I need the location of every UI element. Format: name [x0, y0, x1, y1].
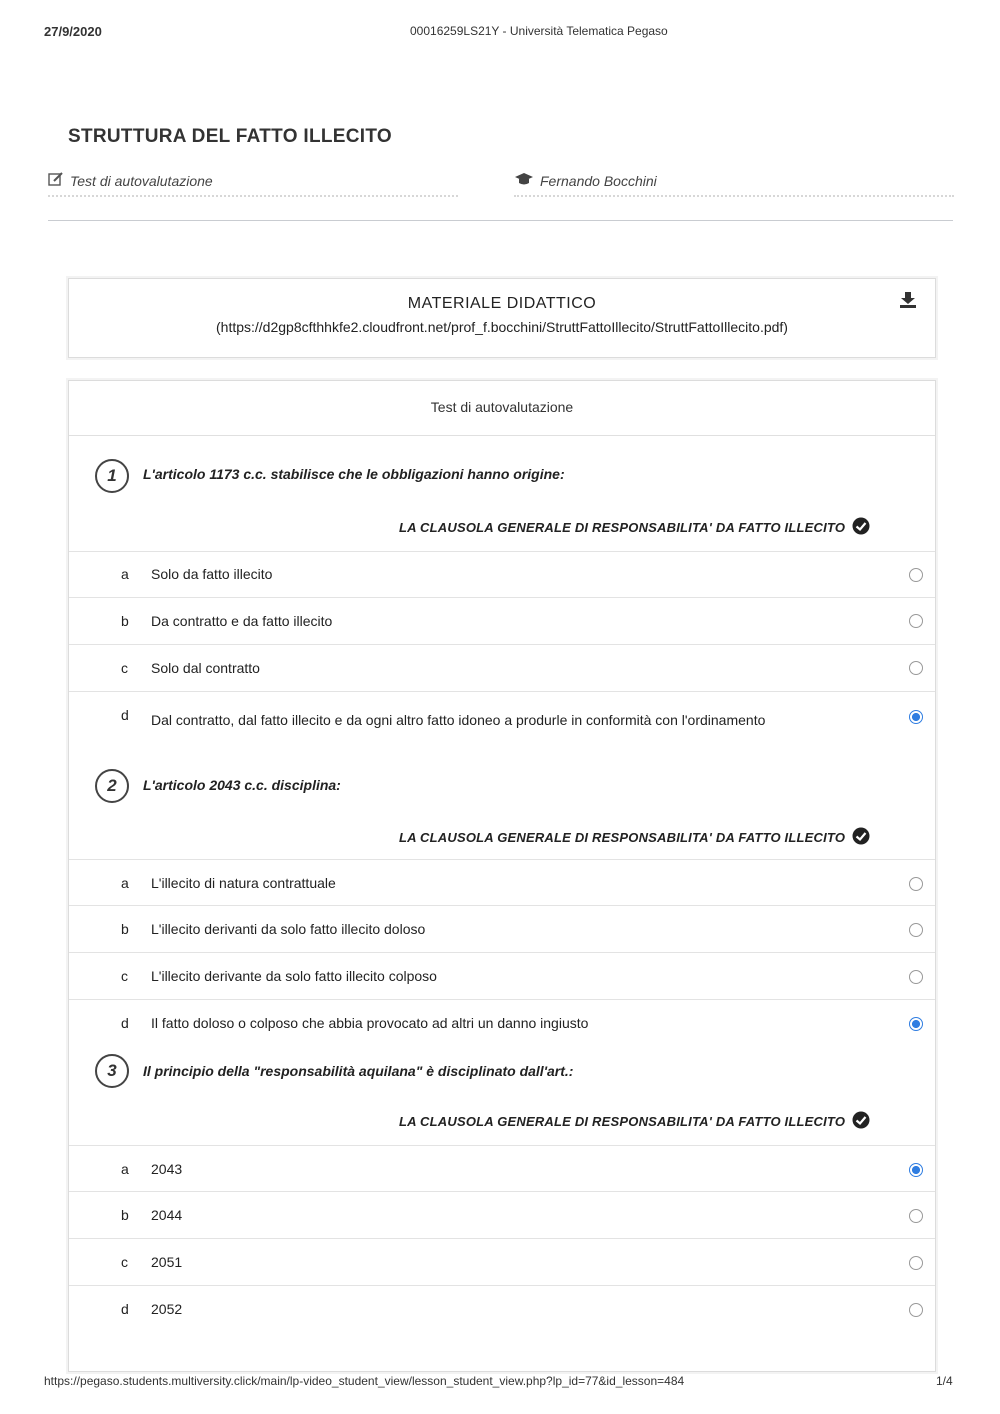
option-row[interactable] [69, 905, 935, 953]
option-radio[interactable] [909, 568, 923, 582]
test-header-title: Test di autovalutazione [430, 399, 574, 415]
option-row[interactable] [69, 1145, 935, 1192]
check-circle-icon [852, 517, 870, 538]
option-row[interactable] [69, 1285, 935, 1333]
option-text: Il fatto doloso o colposo che abbia provocato ad altri un danno ingiusto [151, 1015, 589, 1031]
option-text: L'illecito di natura contrattuale [151, 875, 336, 891]
question-text: L'articolo 2043 c.c. disciplina: [143, 777, 341, 793]
option-letter: c [121, 968, 128, 984]
option-radio-selected[interactable] [909, 1017, 923, 1031]
option-radio[interactable] [909, 1209, 923, 1223]
option-row[interactable] [69, 691, 935, 762]
lesson-type-label: Test di autovalutazione [70, 173, 213, 189]
question-category [399, 1111, 870, 1132]
header-separator [48, 220, 953, 221]
lesson-meta [48, 172, 953, 198]
option-text: Solo da fatto illecito [151, 566, 273, 582]
option-text: 2052 [151, 1301, 183, 1317]
print-url: https://pegaso.students.multiversity.click/main/lp-video_student_view/lesson_student_view.php?lp_id=77&id_lesson=484 [44, 1374, 685, 1388]
question-category-label: LA CLAUSOLA GENERALE DI RESPONSABILITA' DA FATTO ILLECITO [399, 830, 846, 845]
download-icon[interactable] [899, 291, 917, 309]
option-row[interactable] [69, 644, 935, 692]
print-page-number: 1/4 [936, 1374, 953, 1388]
option-letter: c [121, 1254, 128, 1270]
option-letter: d [121, 707, 129, 723]
option-letter: c [121, 660, 128, 676]
option-text: 2044 [151, 1207, 183, 1223]
question-number: 2 [95, 769, 129, 803]
option-row[interactable] [69, 1238, 935, 1286]
option-radio[interactable] [909, 877, 923, 891]
material-link[interactable]: (https://d2gp8cfthhkfe2.cloudfront.net/prof_f.bocchini/StruttFattoIllecito/StruttFattoIllecito.pdf) [216, 319, 788, 335]
option-letter: a [121, 875, 129, 891]
question-number: 3 [95, 1054, 129, 1088]
option-row[interactable] [69, 551, 935, 598]
lesson-type [48, 172, 458, 197]
question-category [399, 517, 870, 538]
question-number: 1 [95, 459, 129, 493]
option-row[interactable] [69, 859, 935, 906]
option-radio[interactable] [909, 923, 923, 937]
option-radio-selected[interactable] [909, 710, 923, 724]
edit-icon [48, 172, 64, 189]
print-date: 27/9/2020 [44, 24, 102, 39]
question-text: Il principio della "responsabilità aquilana" è disciplinato dall'art.: [143, 1063, 574, 1079]
check-circle-icon [852, 827, 870, 848]
question-category-label: LA CLAUSOLA GENERALE DI RESPONSABILITA' DA FATTO ILLECITO [399, 520, 846, 535]
option-text: Solo dal contratto [151, 660, 260, 676]
option-letter: b [121, 1207, 129, 1223]
option-text: 2043 [151, 1161, 183, 1177]
graduation-cap-icon [514, 172, 534, 189]
option-row[interactable] [69, 1191, 935, 1239]
option-letter: a [121, 1161, 129, 1177]
option-row[interactable] [69, 999, 935, 1048]
question-category [399, 827, 870, 848]
question-text: L'articolo 1173 c.c. stabilisce che le obbligazioni hanno origine: [143, 466, 565, 482]
check-circle-icon [852, 1111, 870, 1132]
option-radio-selected[interactable] [909, 1163, 923, 1177]
option-radio[interactable] [909, 614, 923, 628]
option-text: Da contratto e da fatto illecito [151, 613, 333, 629]
option-text: L'illecito derivante da solo fatto illecito colposo [151, 968, 437, 984]
material-title: MATERIALE DIDATTICO [407, 295, 597, 312]
option-row[interactable] [69, 952, 935, 1000]
option-letter: a [121, 566, 129, 582]
lesson-teacher [514, 172, 954, 197]
option-radio[interactable] [909, 661, 923, 675]
material-box [68, 278, 936, 358]
test-header [69, 381, 935, 436]
option-radio[interactable] [909, 1303, 923, 1317]
option-letter: b [121, 613, 129, 629]
option-text: 2051 [151, 1254, 183, 1270]
option-letter: d [121, 1301, 129, 1317]
print-page-title: 00016259LS21Y - Università Telematica Pegaso [410, 24, 668, 38]
option-text: L'illecito derivanti da solo fatto illecito doloso [151, 921, 426, 937]
option-radio[interactable] [909, 970, 923, 984]
option-row[interactable] [69, 597, 935, 645]
teacher-name[interactable]: Fernando Bocchini [540, 173, 657, 189]
option-radio[interactable] [909, 1256, 923, 1270]
option-letter: d [121, 1015, 129, 1031]
question-category-label: LA CLAUSOLA GENERALE DI RESPONSABILITA' DA FATTO ILLECITO [399, 1114, 846, 1129]
test-card [68, 380, 936, 1372]
option-text: Dal contratto, dal fatto illecito e da ogni altro fatto idoneo a produrle in conformità con l'ordinamento [151, 712, 766, 728]
lesson-title: STRUTTURA DEL FATTO ILLECITO [68, 126, 393, 147]
option-letter: b [121, 921, 129, 937]
